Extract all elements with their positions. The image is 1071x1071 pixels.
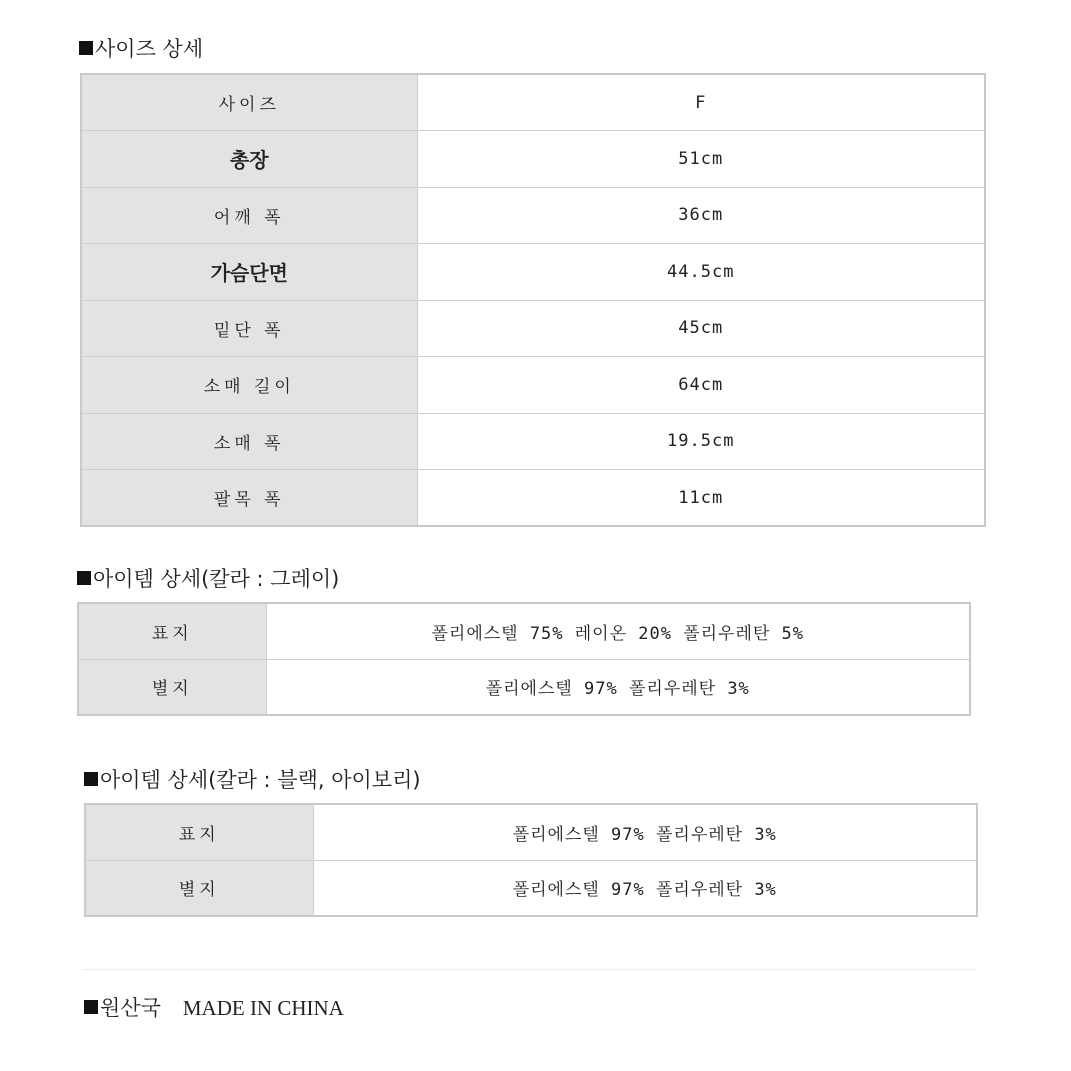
- origin-label: 원산국: [100, 996, 161, 1020]
- size-value: 44.5cm: [417, 244, 985, 301]
- table-row: [85, 860, 977, 916]
- square-bullet-icon: [84, 772, 98, 786]
- black-section-heading: 아이템 상세(칼라 : 블랙, 아이보리): [84, 764, 421, 794]
- table-row: [81, 74, 985, 131]
- gray-section-heading: 아이템 상세(칼라 : 그레이): [77, 563, 339, 593]
- material-label: 표지: [78, 603, 266, 659]
- table-row: [78, 659, 970, 715]
- material-label: 별지: [85, 860, 313, 916]
- size-label: 사이즈: [81, 74, 417, 131]
- material-value: 폴리에스텔 97% 폴리우레탄 3%: [313, 860, 977, 916]
- size-value: 36cm: [417, 187, 985, 244]
- table-row: [81, 300, 985, 357]
- table-row: [81, 470, 985, 527]
- material-value: 폴리에스텔 97% 폴리우레탄 3%: [313, 804, 977, 860]
- size-value: 19.5cm: [417, 413, 985, 470]
- divider: [82, 969, 976, 970]
- table-row: [81, 244, 985, 301]
- size-label: 팔목 폭: [81, 470, 417, 527]
- size-section-heading: 사이즈 상세: [79, 33, 203, 63]
- origin-value: MADE IN CHINA: [182, 996, 344, 1020]
- square-bullet-icon: [79, 41, 93, 55]
- size-value: 45cm: [417, 300, 985, 357]
- table-row: [81, 187, 985, 244]
- material-label: 표지: [85, 804, 313, 860]
- size-label: 밑단 폭: [81, 300, 417, 357]
- black-ivory-material-table: [84, 803, 978, 917]
- origin-line: [84, 992, 344, 1022]
- size-value: F: [417, 74, 985, 131]
- table-row: [81, 413, 985, 470]
- size-label: 총장: [81, 131, 417, 188]
- size-value: 11cm: [417, 470, 985, 527]
- table-row: [78, 603, 970, 659]
- size-label: 소매 폭: [81, 413, 417, 470]
- square-bullet-icon: [77, 571, 91, 585]
- material-label: 별지: [78, 659, 266, 715]
- table-row: [81, 131, 985, 188]
- gray-material-table: [77, 602, 971, 716]
- size-label: 가슴단면: [81, 244, 417, 301]
- size-value: 51cm: [417, 131, 985, 188]
- material-value: 폴리에스텔 97% 폴리우레탄 3%: [266, 659, 970, 715]
- table-row: [81, 357, 985, 414]
- size-label: 소매 길이: [81, 357, 417, 414]
- table-row: [85, 804, 977, 860]
- size-table: [80, 73, 986, 527]
- size-value: 64cm: [417, 357, 985, 414]
- size-label: 어깨 폭: [81, 187, 417, 244]
- material-value: 폴리에스텔 75% 레이온 20% 폴리우레탄 5%: [266, 603, 970, 659]
- square-bullet-icon: [84, 1000, 98, 1014]
